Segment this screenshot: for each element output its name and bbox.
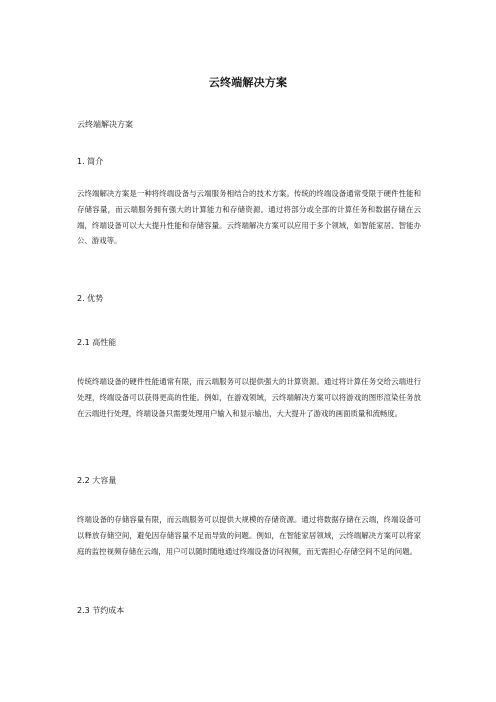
section-heading-cost: 2.3 节约成本 [77, 606, 125, 615]
section-heading-advantages: 2. 优势 [77, 294, 104, 303]
document-subtitle: 云终端解决方案 [77, 120, 133, 129]
document-title: 云终端解决方案 [208, 76, 288, 89]
section-heading-performance: 2.1 高性能 [77, 338, 117, 347]
section-heading-capacity: 2.2 大容量 [77, 476, 117, 485]
section-paragraph-capacity: 终端设备的存储容量有限，而云端服务可以提供大规模的存储资源。通过将数据存储在云端，终端设备可以释放存储空间，避免因存储容量不足而导致的问题。例如，在智能家居领域，云终端解决方案可以将家庭的监控视频存储在云端，用户可以随时随地通过终端设备访问视频，而无需担心存储空间不足的问题。 [77, 515, 421, 556]
section-paragraph-performance: 传统终端设备的硬件性能通常有限，而云端服务可以提供强大的计算资源。通过将计算任务交给云端进行处理，终端设备可以获得更高的性能。例如，在游戏领域，云终端解决方案可以将游戏的图形渲染任务放在云端进行处理，终端设备只需要处理用户输入和显示输出，大大提升了游戏的画面质量和流畅度。 [77, 377, 421, 418]
section-paragraph-intro: 云终端解决方案是一种将终端设备与云端服务相结合的技术方案。传统的终端设备通常受限于硬件性能和存储容量，而云端服务拥有强大的计算能力和存储资源。通过将部分或全部的计算任务和数据存储在云端，终端设备可以大大提升性能和存储容量。云终端解决方案可以应用于多个领域，如智能家居、智能办公、游戏等。 [77, 189, 421, 246]
section-heading-intro: 1. 简介 [77, 157, 104, 166]
